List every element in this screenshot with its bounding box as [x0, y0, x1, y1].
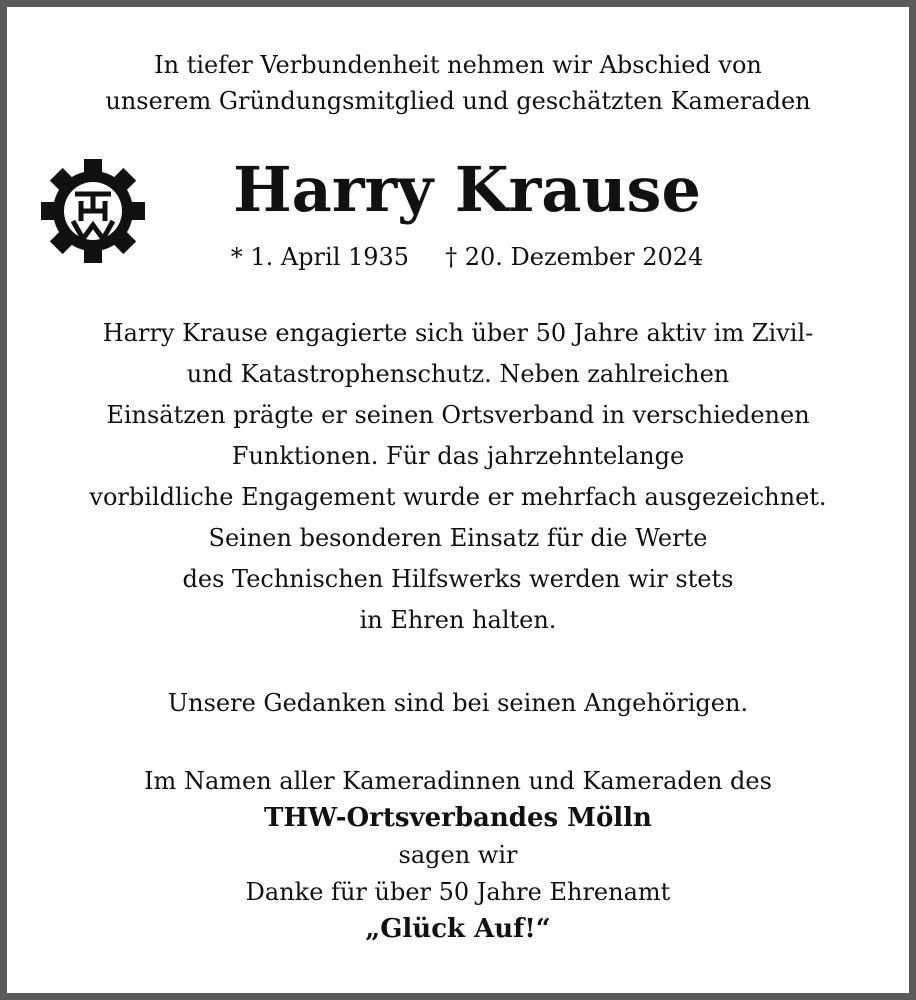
- tribute-text: [7, 313, 909, 641]
- life-dates: [167, 239, 767, 275]
- closing-text: [7, 763, 909, 948]
- tribute-line: und Katastrophenschutz. Neben zahlreichen: [186, 360, 730, 388]
- tribute-line: in Ehren halten.: [359, 606, 557, 634]
- closing-line-4: Danke für über 50 Jahre Ehrenamt: [245, 878, 671, 906]
- death-date: † 20. Dezember 2024: [445, 243, 704, 271]
- organization-name: THW-Ortsverbandes Mölln: [264, 803, 652, 833]
- intro-line-2: unserem Gründungsmitglied und geschätzten Kameraden: [105, 87, 811, 115]
- tribute-line: Funktionen. Für das jahrzehntelange: [231, 442, 685, 470]
- tribute-line: des Technischen Hilfswerks werden wir stets: [182, 565, 734, 593]
- closing-line-1: Im Namen aller Kameradinnen und Kameraden des: [144, 767, 772, 795]
- tribute-line: Seinen besonderen Einsatz für die Werte: [208, 524, 708, 552]
- tribute-line: Harry Krause engagierte sich über 50 Jahre aktiv im Zivil-: [102, 319, 814, 347]
- tribute-line: Einsätzen prägte er seinen Ortsverband in verschiedenen: [106, 401, 810, 429]
- tribute-line: vorbildliche Engagement wurde er mehrfach ausgezeichnet.: [89, 483, 827, 511]
- intro-text: [7, 47, 909, 119]
- thoughts-text: Unsere Gedanken sind bei seinen Angehörigen.: [167, 689, 749, 717]
- motto: „Glück Auf!“: [365, 914, 551, 944]
- intro-line-1: In tiefer Verbundenheit nehmen wir Abschied von: [154, 51, 762, 79]
- closing-line-3: sagen wir: [398, 841, 518, 869]
- birth-date: * 1. April 1935: [230, 243, 410, 271]
- thw-gear-logo-icon: [37, 155, 149, 267]
- deceased-name: Harry Krause: [233, 153, 701, 226]
